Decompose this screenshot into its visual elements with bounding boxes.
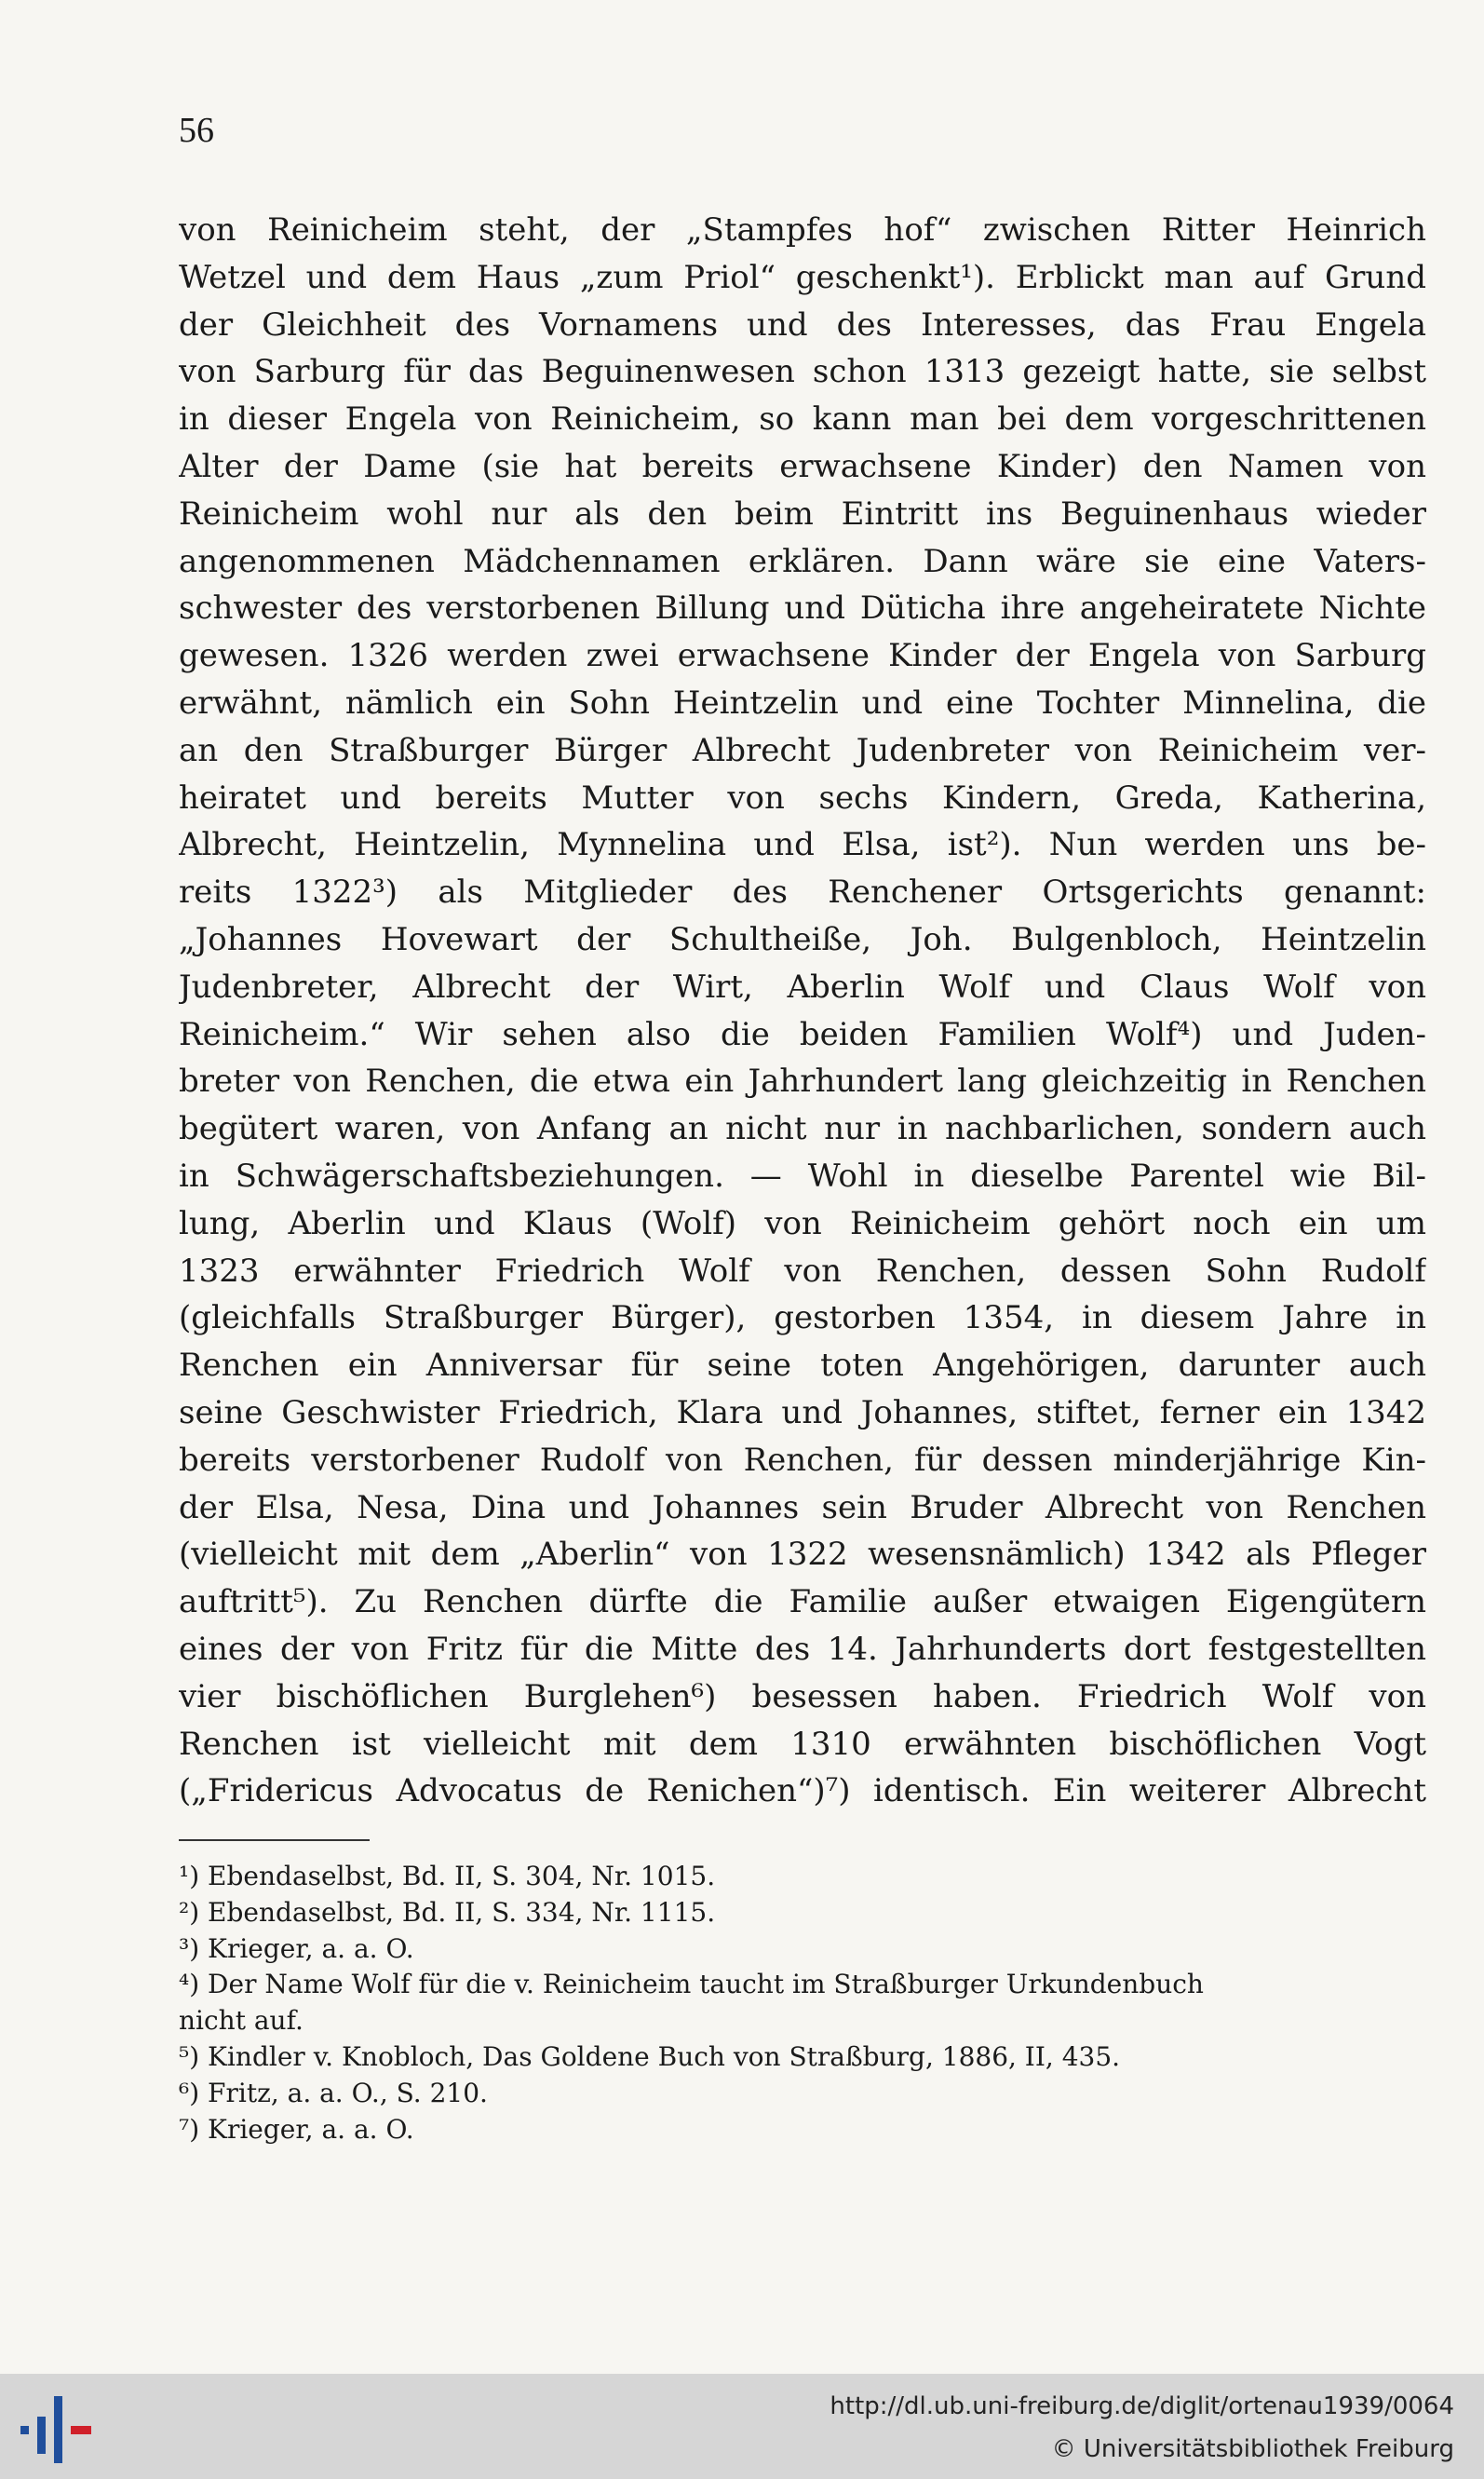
footnote-line: ⁵) Kindler v. Knobloch, Das Goldene Buch von Straßburg, 1886, II, 435. bbox=[179, 2040, 1121, 2072]
text-line: bereits verstorbener Rudolf von Renchen, für dessen minderjährige Kin- bbox=[179, 1441, 1426, 1479]
footer-bar bbox=[0, 2374, 1484, 2479]
text-line: 1323 erwähnter Friedrich Wolf von Renchen, dessen Sohn Rudolf bbox=[179, 1252, 1426, 1290]
text-line: Renchen ein Anniversar für seine toten Angehörigen, darunter auch bbox=[179, 1347, 1426, 1385]
footnote-line: ¹) Ebendaselbst, Bd. II, S. 304, Nr. 1015. bbox=[179, 1861, 716, 1891]
text-line: („Fridericus Advocatus de Renichen“)⁷) identisch. Ein weiterer Albrecht bbox=[179, 1772, 1426, 1810]
page-number: 56 bbox=[179, 111, 214, 150]
body-text bbox=[179, 207, 1426, 1815]
text-line: „Johannes Hovewart der Schultheiße, Joh. Bulgenbloch, Heintzelin bbox=[179, 920, 1426, 958]
footnote-line: nicht auf. bbox=[179, 2005, 304, 2037]
text-line: erwähnt, nämlich ein Sohn Heintzelin und eine Tochter Minnelina, die bbox=[179, 684, 1426, 722]
text-line: an den Straßburger Bürger Albrecht Judenbreter von Reinicheim ver- bbox=[179, 731, 1426, 769]
text-line: angenommenen Mädchennamen erklären. Dann wäre sie eine Vaters- bbox=[179, 542, 1426, 580]
text-line: eines der von Fritz für die Mitte des 14. Jahrhunderts dort festgestellten bbox=[179, 1630, 1426, 1668]
text-line: gewesen. 1326 werden zwei erwachsene Kinder der Engela von Sarburg bbox=[179, 637, 1426, 675]
text-line: reits 1322³) als Mitglieder des Renchener Ortsgerichts genannt: bbox=[179, 874, 1426, 912]
logo-bar-right bbox=[71, 2426, 91, 2434]
footnote-line: ⁶) Fritz, a. a. O., S. 210. bbox=[179, 2077, 488, 2108]
text-line: heiratet und bereits Mutter von sechs Kindern, Greda, Katherina, bbox=[179, 779, 1426, 817]
text-line: Albrecht, Heintzelin, Mynnelina und Elsa, ist²). Nun werden uns be- bbox=[179, 826, 1426, 864]
text-line: seine Geschwister Friedrich, Klara und Johannes, stiftet, ferner ein 1342 bbox=[179, 1393, 1426, 1431]
text-line: Renchen ist vielleicht mit dem 1310 erwähnten bischöflichen Vogt bbox=[179, 1725, 1426, 1763]
logo-bar-center bbox=[54, 2396, 62, 2463]
footnote-line: ⁷) Krieger, a. a. O. bbox=[179, 2113, 414, 2145]
text-line: der Elsa, Nesa, Dina und Johannes sein Bruder Albrecht von Renchen bbox=[179, 1488, 1426, 1526]
footnote-line: ⁴) Der Name Wolf für die v. Reinicheim taucht im Straßburger Urkundenbuch bbox=[179, 1969, 1204, 2000]
text-line: vier bischöflichen Burglehen⁶) besessen haben. Friedrich Wolf von bbox=[179, 1677, 1426, 1715]
footnote-line: ²) Ebendaselbst, Bd. II, S. 334, Nr. 1115. bbox=[179, 1896, 716, 1928]
footnote-rule bbox=[179, 1839, 370, 1841]
text-line: Wetzel und dem Haus „zum Priol“ geschenkt¹). Erblickt man auf Grund bbox=[179, 258, 1426, 296]
text-line: (vielleicht mit dem „Aberlin“ von 1322 wesensnämlich) 1342 als Pfleger bbox=[179, 1536, 1426, 1574]
text-line: begütert waren, von Anfang an nicht nur in nachbarlichen, sondern auch bbox=[179, 1110, 1426, 1148]
text-line: auftritt⁵). Zu Renchen dürfte die Familie außer etwaigen Eigengütern bbox=[179, 1583, 1426, 1621]
text-line: von Sarburg für das Beguinenwesen schon 1313 gezeigt hatte, sie selbst bbox=[179, 353, 1426, 391]
text-line: der Gleichheit des Vornamens und des Interesses, das Frau Engela bbox=[179, 305, 1426, 344]
footnote-line: ³) Krieger, a. a. O. bbox=[179, 1932, 414, 1964]
footnotes bbox=[179, 1859, 1426, 2147]
logo-square-left bbox=[20, 2426, 29, 2434]
text-line: Alter der Dame (sie hat bereits erwachsene Kinder) den Namen von bbox=[179, 447, 1426, 485]
footer-copyright: © Universitätsbibliothek Freiburg bbox=[1051, 2435, 1454, 2463]
logo-bar-left bbox=[37, 2417, 46, 2454]
text-line: breter von Renchen, die etwa ein Jahrhundert lang gleichzeitig in Renchen bbox=[179, 1063, 1426, 1101]
text-line: Reinicheim.“ Wir sehen also die beiden Familien Wolf⁴) und Juden- bbox=[179, 1015, 1426, 1053]
text-line: (gleichfalls Straßburger Bürger), gestorben 1354, in diesem Jahre in bbox=[179, 1299, 1426, 1337]
footer-url-link[interactable]: http://dl.ub.uni-freiburg.de/diglit/ortenau1939/0064 bbox=[830, 2392, 1454, 2420]
text-line: Judenbreter, Albrecht der Wirt, Aberlin Wolf und Claus Wolf von bbox=[179, 968, 1426, 1006]
text-line: lung, Aberlin und Klaus (Wolf) von Reinicheim gehört noch ein um bbox=[179, 1204, 1426, 1242]
text-line: in Schwägerschaftsbeziehungen. — Wohl in dieselbe Parentel wie Bil- bbox=[179, 1157, 1426, 1195]
text-line: schwester des verstorbenen Billung und Düticha ihre angeheiratete Nichte bbox=[179, 589, 1426, 628]
text-line: in dieser Engela von Reinicheim, so kann man bei dem vorgeschrittenen bbox=[179, 400, 1426, 439]
library-logo-icon bbox=[17, 2392, 95, 2467]
text-line: von Reinicheim steht, der „Stampfes hof“ zwischen Ritter Heinrich bbox=[179, 211, 1426, 249]
text-line: Reinicheim wohl nur als den beim Eintritt ins Beguinenhaus wieder bbox=[179, 494, 1426, 533]
